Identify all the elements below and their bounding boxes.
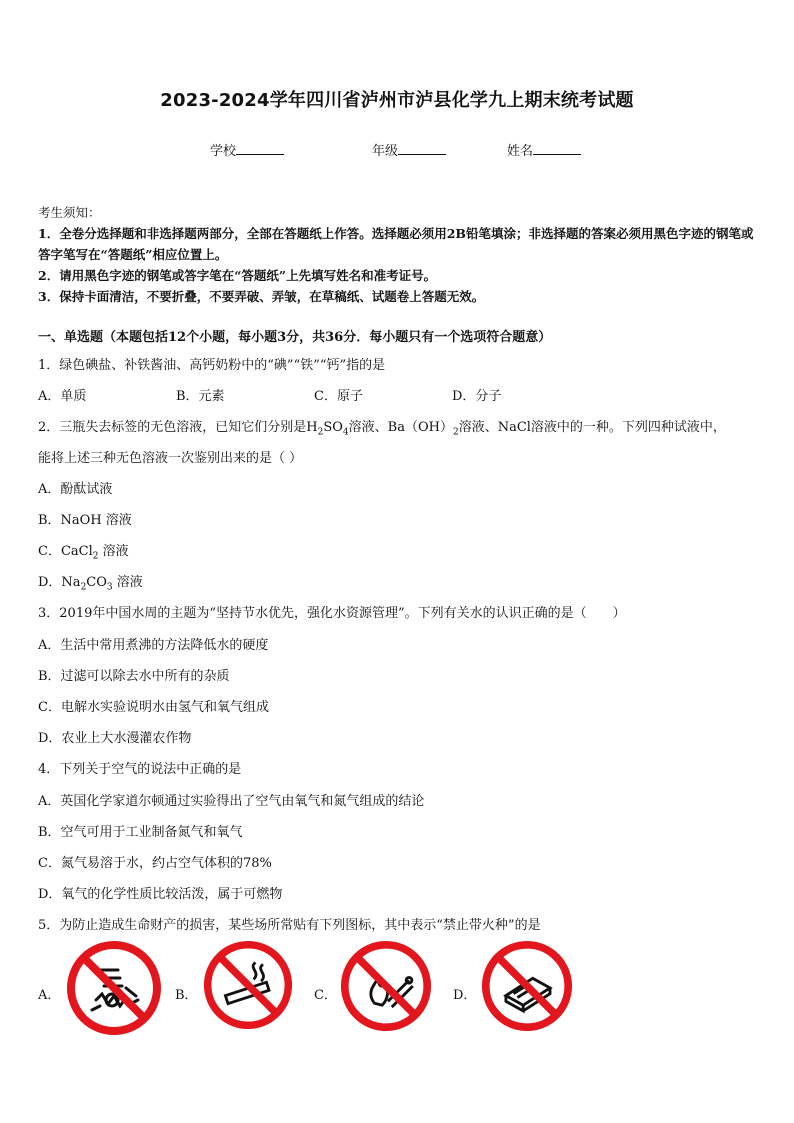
q2-d-mid: CO [86, 575, 107, 590]
q2-option-c[interactable] [38, 540, 129, 562]
q4-option-c[interactable]: C．氮气易溶于水，约占空气体积的78% [38, 856, 272, 871]
q2-stem-part3: 溶液、Ba（OH） [348, 420, 453, 435]
q5-option-a-label[interactable]: A． [38, 988, 61, 1003]
question-3-stem: 3．2019年中国水周的主题为“坚持节水优先，强化水资源管理”。下列有关水的认识正确的是（ ） [38, 606, 626, 621]
school-field[interactable] [210, 140, 284, 159]
q3-option-c[interactable]: C．电解水实验说明水由氢气和氧气组成 [38, 700, 269, 715]
no-smoking-sign-icon[interactable] [203, 940, 293, 1030]
q4-option-d[interactable]: D．氧气的化学性质比较活泼，属于可燃物 [38, 887, 283, 902]
question-5-stem: 5．为防止造成生命财产的损害，某些场所常贴有下列图标，其中表示“禁止带火种”的是 [38, 918, 541, 933]
q2-stem-part4: 溶液、NaCl溶液中的一种。下列四种试液中， [458, 420, 726, 435]
q2-option-b[interactable]: B．NaOH 溶液 [38, 513, 132, 528]
q2-d-sub: 2 [80, 582, 87, 593]
q1-option-d[interactable]: D．分子 [452, 389, 502, 404]
notice-item-1: 1．全卷分选择题和非选择题两部分，全部在答题纸上作答。选择题必须用2B铅笔填涂；非选择题的答案必须用黑色字迹的钢笔或答字笔写在“答题纸”相应位置上。 [38, 226, 754, 262]
q2-sub: 2 [317, 427, 324, 438]
q2-stem-part2: SO [323, 420, 343, 435]
no-explosives-sign-icon[interactable] [66, 940, 162, 1036]
q2-c-text: C．CaCl [38, 544, 93, 559]
page-title: 2023-2024学年四川省泸州市泸县化学九上期末统考试题 [160, 90, 634, 111]
name-label: 姓名 [507, 144, 534, 159]
name-blank[interactable] [533, 141, 581, 155]
q3-option-b[interactable]: B．过滤可以除去水中所有的杂质 [38, 669, 230, 684]
student-info-row [0, 140, 794, 158]
no-matches-sign-icon[interactable] [481, 940, 573, 1032]
question-2-stem [38, 416, 726, 438]
q3-option-a[interactable]: A．生活中常用煮沸的方法降低水的硬度 [38, 638, 269, 653]
q2-option-d[interactable] [38, 571, 143, 593]
notice-heading: 考生须知： [38, 205, 101, 220]
no-fire-tinder-sign-icon[interactable] [340, 940, 432, 1032]
notice-item-3: 3．保持卡面清洁，不要折叠，不要弄破、弄皱，在草稿纸、试题卷上答题无效。 [38, 289, 485, 304]
notice-item-2: 2．请用黑色字迹的钢笔或答字笔在“答题纸”上先填写姓名和准考证号。 [38, 268, 437, 283]
q2-sub: 2 [452, 427, 459, 438]
q2-stem-part1: 2．三瓶失去标签的无色溶液，已知它们分别是H [38, 420, 318, 435]
q5-option-d-label[interactable]: D． [453, 988, 477, 1003]
q2-sub: 4 [342, 427, 349, 438]
school-label: 学校 [210, 144, 237, 159]
q3-option-d[interactable]: D．农业上大水漫灌农作物 [38, 731, 192, 746]
q1-option-c[interactable]: C．原子 [314, 389, 363, 404]
grade-label: 年级 [372, 144, 399, 159]
name-field[interactable] [507, 140, 581, 159]
q2-d-suffix: 溶液 [112, 575, 143, 590]
q2-d-text: D．Na [38, 575, 81, 590]
grade-field[interactable] [372, 140, 446, 159]
q1-option-b[interactable]: B．元素 [176, 389, 225, 404]
question-1-stem: 1．绿色碘盐、补铁酱油、高钙奶粉中的“碘”“铁”“钙”指的是 [38, 358, 386, 373]
q2-c-sub: 2 [92, 551, 99, 562]
section-heading-single-choice: 一、单选题（本题包括12个小题，每小题3分，共36分．每小题只有一个选项符合题意） [38, 330, 552, 345]
q5-option-c-label[interactable]: C． [314, 988, 337, 1003]
exam-notice [38, 202, 758, 307]
q4-option-a[interactable]: A．英国化学家道尔顿通过实验得出了空气由氧气和氮气组成的结论 [38, 794, 425, 809]
question-1-options [38, 385, 501, 404]
q5-sign-options [0, 940, 794, 1040]
q2-c-suffix: 溶液 [98, 544, 129, 559]
q1-option-a[interactable]: A．单质 [38, 389, 87, 404]
school-blank[interactable] [236, 141, 284, 155]
q4-option-b[interactable]: B．空气可用于工业制备氮气和氧气 [38, 825, 243, 840]
q2-option-a[interactable]: A．酚酞试液 [38, 482, 113, 497]
question-4-stem: 4．下列关于空气的说法中正确的是 [38, 762, 242, 777]
q2-d-sub: 3 [106, 582, 113, 593]
question-2-stem-cont: 能将上述三种无色溶液一次鉴别出来的是（ ） [38, 451, 303, 466]
q5-option-b-label[interactable]: B． [175, 988, 198, 1003]
grade-blank[interactable] [398, 141, 446, 155]
